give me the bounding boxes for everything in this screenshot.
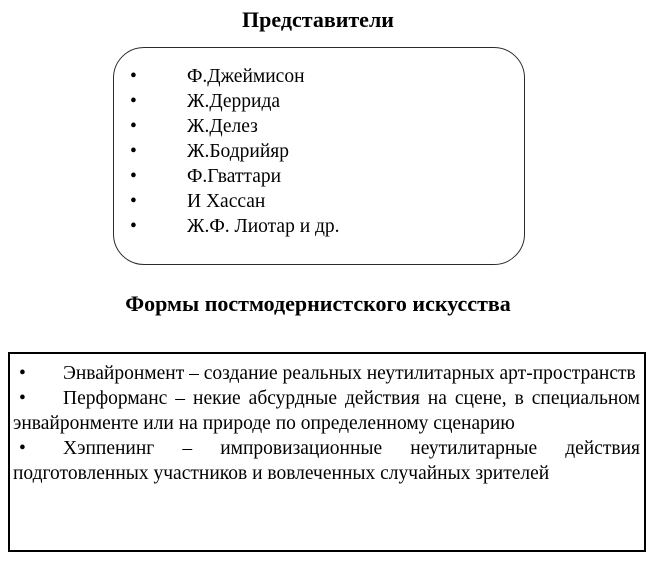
- bullet-icon: •: [130, 116, 137, 137]
- bullet-icon: •: [19, 388, 26, 409]
- representative-name: Ж.Ф. Лиотар и др.: [187, 216, 340, 237]
- representative-name: И Хассан: [187, 191, 266, 212]
- representative-name: Ф.Гваттари: [187, 166, 282, 187]
- form-item-text: Энвайронмент – создание реальных неутилитарных арт-пространств: [63, 363, 636, 384]
- representative-name: Ж.Бодрийяр: [187, 141, 289, 162]
- representative-item: [114, 189, 516, 214]
- representative-item: [114, 214, 516, 239]
- representatives-box: [113, 47, 525, 265]
- form-item: [13, 436, 640, 486]
- bullet-icon: •: [130, 166, 137, 187]
- bullet-icon: •: [130, 191, 137, 212]
- bullet-icon: •: [130, 141, 137, 162]
- representative-item: [114, 164, 516, 189]
- form-item: [13, 361, 640, 386]
- representative-item: [114, 139, 516, 164]
- bullet-icon: •: [130, 91, 137, 112]
- representative-name: Ж.Деррида: [187, 91, 281, 112]
- representative-item: [114, 64, 516, 89]
- representatives-title: Представители: [242, 7, 394, 32]
- bullet-icon: •: [19, 363, 26, 384]
- bullet-icon: •: [130, 66, 137, 87]
- representative-item: [114, 89, 516, 114]
- representatives-list: [114, 48, 524, 239]
- representative-name: Ж.Делез: [187, 116, 258, 137]
- forms-list: [13, 361, 640, 486]
- bullet-icon: •: [19, 438, 26, 459]
- representative-name: Ф.Джеймисон: [187, 66, 305, 87]
- representative-item: [114, 114, 516, 139]
- form-item-text: Перформанс – некие абсурдные действия на сцене, в специальном энвайронменте или на природе по определенному сценарию: [13, 388, 640, 434]
- forms-title: Формы постмодернистского искусства: [125, 291, 511, 316]
- forms-box: [8, 352, 646, 552]
- form-item-text: Хэппенинг – импровизационные неутилитарные действия подготовленных участников и вовлеченных случайных зрителей: [13, 438, 640, 484]
- form-item: [13, 386, 640, 436]
- bullet-icon: •: [130, 216, 137, 237]
